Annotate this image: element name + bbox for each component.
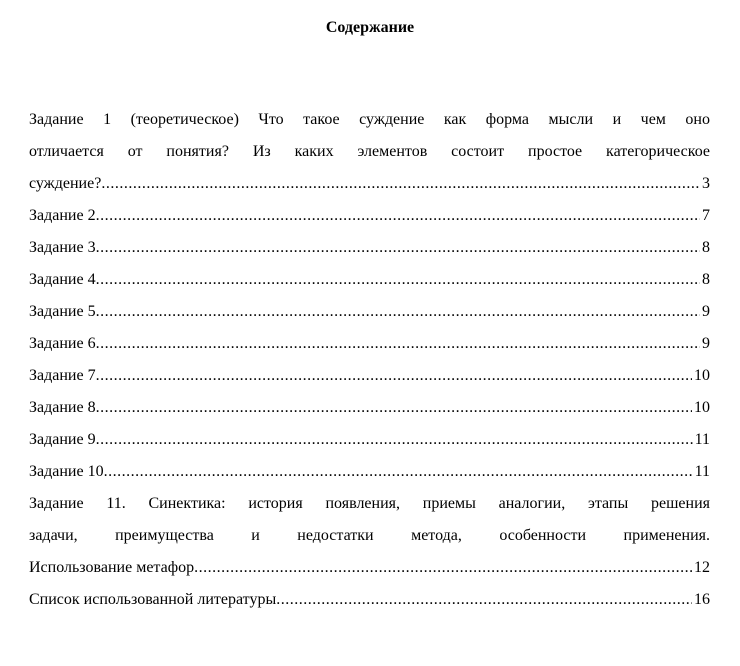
toc-entry-2[interactable] [29, 200, 710, 232]
toc-leader-dots [96, 296, 700, 328]
toc-leader-dots [96, 328, 700, 360]
toc-page-number: 7 [702, 207, 710, 224]
toc-leader-dots [194, 552, 692, 584]
toc-page-number: 8 [702, 239, 710, 256]
toc-leader-dots [96, 264, 700, 296]
toc-entry-10[interactable] [29, 456, 710, 488]
toc-entry-label: Задание 3 [29, 239, 96, 256]
toc-entry-label: Использование метафор [29, 559, 195, 576]
toc-page-number: 9 [702, 303, 710, 320]
toc-leader-dots [96, 424, 693, 456]
toc-entry-6[interactable] [29, 328, 710, 360]
toc-entry-5[interactable] [29, 296, 710, 328]
toc-entry-label: Задание 8 [29, 399, 96, 416]
toc-page-number: 11 [694, 463, 710, 480]
toc-entry-label: Задание 2 [29, 207, 96, 224]
toc-entry-bibliography[interactable] [29, 584, 710, 616]
toc-entry-label: Задание 10 [29, 463, 104, 480]
toc-leader-dots [96, 232, 700, 264]
toc-entry-1[interactable] [29, 168, 710, 200]
toc-entry-label: Задание 4 [29, 271, 96, 288]
toc-entry-11[interactable] [29, 552, 710, 584]
toc-page-number: 12 [694, 559, 710, 576]
toc-entry-label: Список использованной литературы [29, 591, 277, 608]
toc-entry-label: Задание 9 [29, 431, 96, 448]
toc-entry-9[interactable] [29, 424, 710, 456]
toc-entry-7[interactable] [29, 360, 710, 392]
toc-entry-label: Задание 7 [29, 367, 96, 384]
toc-leader-dots [101, 168, 700, 200]
toc-entry-label: Задание 6 [29, 335, 96, 352]
table-of-contents [29, 104, 710, 616]
toc-page-number: 9 [702, 335, 710, 352]
toc-entry-4[interactable] [29, 264, 710, 296]
toc-leader-dots [96, 360, 692, 392]
toc-entry-label: Задание 5 [29, 303, 96, 320]
toc-entry-11-line-1: Задание 11. Синектика: история появления, приемы аналогии, этапы решения [29, 495, 710, 512]
toc-page-number: 3 [702, 175, 710, 192]
toc-page-number: 10 [694, 399, 710, 416]
toc-leader-dots [96, 392, 692, 424]
page-title: Содержание [325, 19, 415, 36]
toc-page-number: 8 [702, 271, 710, 288]
toc-entry-1-line-1: Задание 1 (теоретическое) Что такое суждение как форма мысли и чем оно [29, 111, 710, 128]
toc-entry-label: суждение? [29, 175, 102, 192]
toc-page-number: 16 [694, 591, 710, 608]
toc-entry-11-line-2: задачи, преимущества и недостатки метода, особенности применения. [29, 527, 710, 544]
toc-leader-dots [104, 456, 693, 488]
toc-entry-1-line-2: отличается от понятия? Из каких элементов состоит простое категорическое [29, 143, 710, 160]
toc-leader-dots [96, 200, 700, 232]
toc-entry-3[interactable] [29, 232, 710, 264]
toc-page-number: 10 [694, 367, 710, 384]
toc-page-number: 11 [694, 431, 710, 448]
toc-leader-dots [276, 584, 692, 616]
toc-entry-8[interactable] [29, 392, 710, 424]
